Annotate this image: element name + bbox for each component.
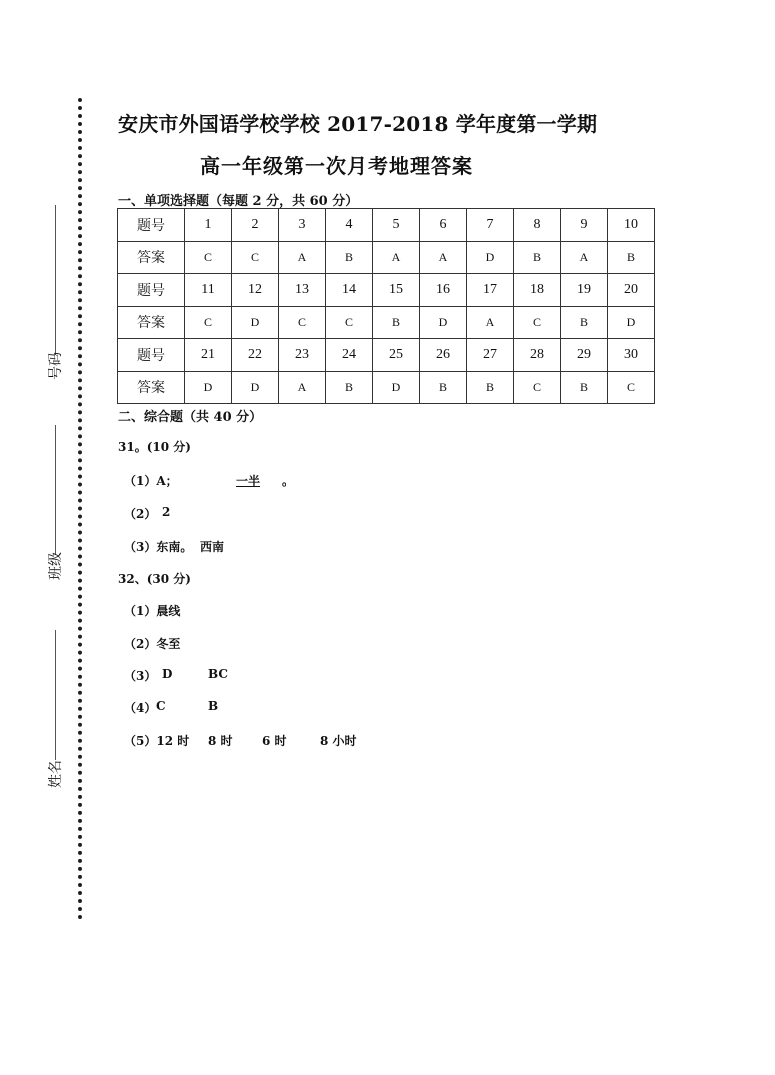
question-number: 7 — [467, 209, 514, 242]
answer-cell: B — [514, 241, 561, 274]
question-number: 5 — [373, 209, 420, 242]
answer-row — [118, 241, 655, 274]
side-label-class: 班级 — [48, 552, 64, 580]
number-underline — [55, 205, 56, 355]
answer-cell: C — [185, 306, 232, 339]
question-number: 1 — [185, 209, 232, 242]
question-number: 28 — [514, 339, 561, 372]
q31-part1-tail: 。 — [282, 474, 295, 488]
page-subtitle: 高一年级第一次月考地理答案 — [200, 154, 473, 178]
question-number: 16 — [420, 274, 467, 307]
row-label-answer: 答案 — [118, 371, 185, 404]
answer-cell: A — [420, 241, 467, 274]
q31-title: 31。(10 分) — [118, 440, 191, 454]
row-label-number: 题号 — [118, 339, 185, 372]
question-number: 8 — [514, 209, 561, 242]
question-number: 14 — [326, 274, 373, 307]
q32-part3-label: （3） — [124, 669, 157, 683]
question-number: 30 — [608, 339, 655, 372]
answer-cell: D — [185, 371, 232, 404]
answer-cell: B — [467, 371, 514, 404]
question-number: 18 — [514, 274, 561, 307]
name-underline — [55, 630, 56, 760]
answer-row — [118, 306, 655, 339]
question-number: 27 — [467, 339, 514, 372]
question-number: 4 — [326, 209, 373, 242]
question-number: 10 — [608, 209, 655, 242]
answer-table — [117, 208, 655, 404]
question-number: 12 — [232, 274, 279, 307]
answer-cell: A — [561, 241, 608, 274]
q31-part1-answer: 一半 — [236, 474, 261, 488]
answer-cell: B — [420, 371, 467, 404]
q31-part2-answer: 2 — [162, 505, 171, 519]
question-number: 20 — [608, 274, 655, 307]
answer-cell: B — [373, 306, 420, 339]
q32-part5-answer-b: 6 时 — [262, 734, 287, 748]
question-number: 24 — [326, 339, 373, 372]
section2-heading: 二、综合题（共 40 分） — [118, 410, 263, 425]
side-label-name: 姓名 — [48, 760, 64, 788]
q32-part5-answer-a: 8 时 — [208, 734, 233, 748]
row-label-answer: 答案 — [118, 306, 185, 339]
question-number: 29 — [561, 339, 608, 372]
answer-cell: B — [561, 306, 608, 339]
q32-part5-label: （5）12 时 — [124, 734, 190, 748]
question-number: 22 — [232, 339, 279, 372]
answer-cell: B — [561, 371, 608, 404]
answer-cell: C — [514, 306, 561, 339]
q32-part3-answer-b: BC — [208, 667, 228, 681]
answer-cell: C — [232, 241, 279, 274]
question-number: 11 — [185, 274, 232, 307]
row-label-answer: 答案 — [118, 241, 185, 274]
answer-cell: C — [326, 306, 373, 339]
q32-part4-answer-b: B — [208, 699, 219, 713]
question-number: 6 — [420, 209, 467, 242]
q32-part4-answer-a: C — [156, 699, 166, 713]
question-number: 19 — [561, 274, 608, 307]
page-title: 安庆市外国语学校学校 2017-2018 学年度第一学期 — [118, 112, 598, 136]
q32-part3-answer-a: D — [162, 667, 173, 681]
q32-part2: （2）冬至 — [124, 637, 181, 651]
q32-part4-label: （4） — [124, 701, 157, 715]
section1-heading: 一、单项选择题（每题 2 分，共 60 分） — [118, 194, 359, 209]
row-label-number: 题号 — [118, 274, 185, 307]
answer-cell: A — [279, 371, 326, 404]
q31-part3-answer: 西南 — [200, 540, 225, 554]
answer-cell: C — [514, 371, 561, 404]
q31-part1-label: （1）A； — [124, 474, 178, 488]
answer-row — [118, 371, 655, 404]
answer-cell: C — [185, 241, 232, 274]
answer-cell: B — [608, 241, 655, 274]
answer-cell: D — [467, 241, 514, 274]
answer-cell: B — [326, 371, 373, 404]
q32-part5-answer-c: 8 小时 — [320, 734, 357, 748]
answer-cell: D — [420, 306, 467, 339]
number-row — [118, 209, 655, 242]
question-number: 13 — [279, 274, 326, 307]
side-label-number: 号码 — [48, 352, 64, 380]
answer-cell: B — [326, 241, 373, 274]
number-row — [118, 274, 655, 307]
answer-cell: A — [373, 241, 420, 274]
answer-cell: D — [232, 306, 279, 339]
question-number: 21 — [185, 339, 232, 372]
answer-cell: D — [373, 371, 420, 404]
question-number: 15 — [373, 274, 420, 307]
question-number: 9 — [561, 209, 608, 242]
question-number: 3 — [279, 209, 326, 242]
answer-cell: C — [279, 306, 326, 339]
question-number: 26 — [420, 339, 467, 372]
answer-cell: D — [232, 371, 279, 404]
q31-part2-label: （2） — [124, 507, 157, 521]
answer-cell: C — [608, 371, 655, 404]
question-number: 23 — [279, 339, 326, 372]
binding-dotted-line — [78, 98, 82, 920]
q32-part1: （1）晨线 — [124, 604, 181, 618]
answer-cell: A — [467, 306, 514, 339]
q32-title: 32、(30 分) — [118, 572, 191, 586]
question-number: 2 — [232, 209, 279, 242]
q31-part3-label: （3）东南。 — [124, 540, 193, 554]
question-number: 25 — [373, 339, 420, 372]
answer-cell: A — [279, 241, 326, 274]
number-row — [118, 339, 655, 372]
question-number: 17 — [467, 274, 514, 307]
answer-cell: D — [608, 306, 655, 339]
row-label-number: 题号 — [118, 209, 185, 242]
